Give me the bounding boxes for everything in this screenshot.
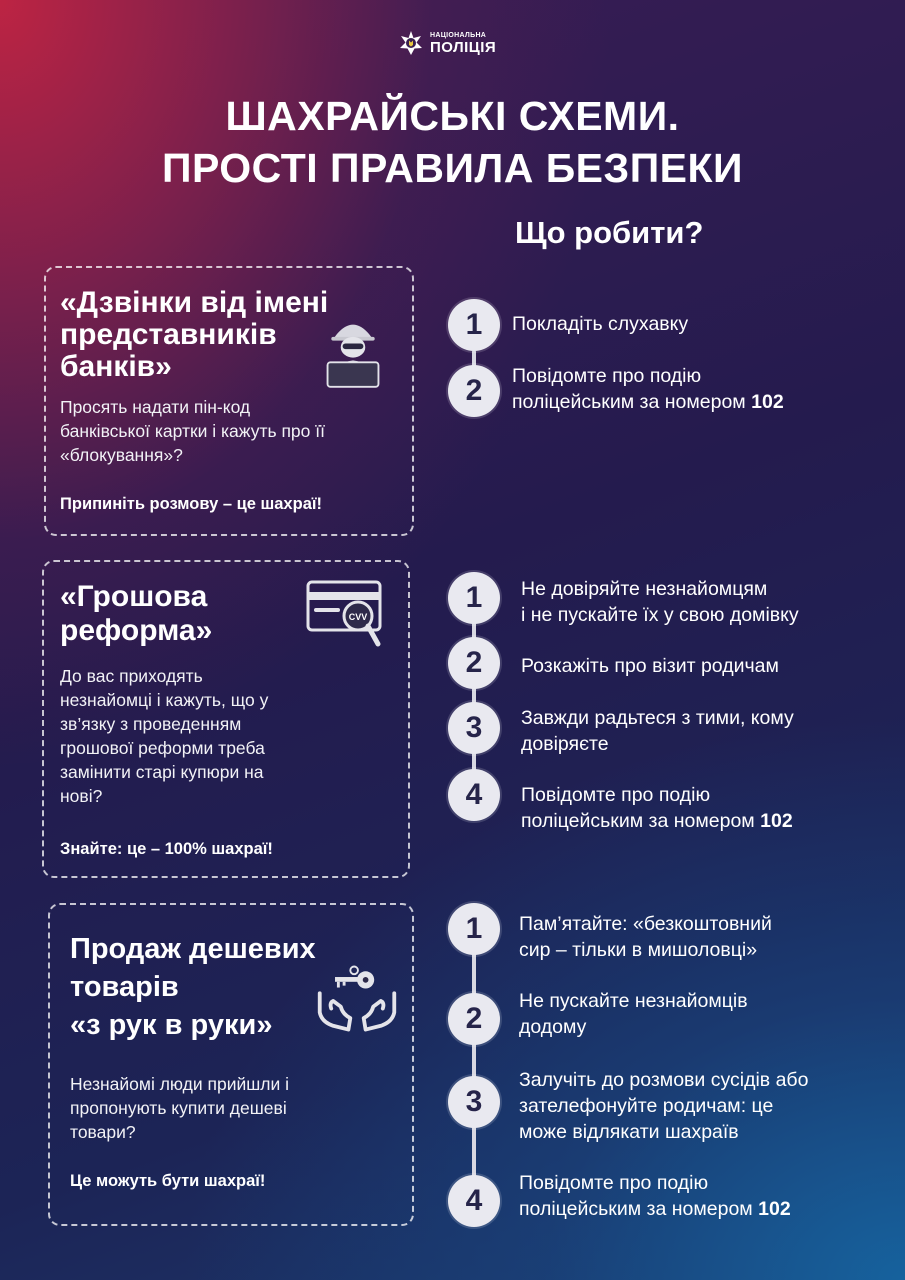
card-title-line: Продаж дешевих [70,933,316,965]
card-text-line: незнайомці і кажуть, що у [60,690,269,710]
police-logo [398,30,496,56]
card-text-line: «блокування»? [60,445,183,465]
step-number-badge: 4 [448,769,500,821]
step-text: Повідомте про подію [519,1172,709,1194]
step-text: Розкажіть про візит родичам [521,655,779,677]
step-number-badge: 2 [448,365,500,417]
step-text: зателефонуйте родичам: це [519,1095,774,1117]
logo-line2: ПОЛІЦІЯ [430,38,497,56]
card-text-line: Просять надати пін-код [60,397,251,417]
page-title-line2: ПРОСТІ ПРАВИЛА БЕЗПЕКИ [161,145,744,191]
step-text: Завжди радьтеся з тими, кому [521,707,794,729]
card-title-line: «Грошова [60,580,208,613]
step-text: довіряєте [521,733,609,755]
card-text-line: Незнайомі люди прийшли і [70,1074,290,1094]
steps-connector [472,930,476,1202]
step-text-line2: поліцейським за номером 102 [512,391,784,413]
hands-keys-icon [314,964,400,1034]
police-phone-number: 102 [751,391,784,413]
step-number-badge: 4 [448,1175,500,1227]
step-number-badge: 2 [448,637,500,689]
step-text: сир – тільки в мишоловці» [519,939,758,961]
logo-line1: НАЦІОНАЛЬНА [430,31,487,39]
card-warning: Припиніть розмову – це шахраї! [60,495,323,513]
card-cvv-magnifier-icon [306,578,386,650]
step-text: Пам’ятайте: «безкоштовний [519,913,772,935]
step-text: і не пускайте їх у свою домівку [521,604,799,626]
card-text-line: банківської картки і кажуть про її [60,421,325,441]
step-text: Залучіть до розмови сусідів або [519,1069,809,1091]
page-title-line1: ШАХРАЙСЬКІ СХЕМИ. [225,93,680,139]
card-warning: Це можуть бути шахраї! [70,1172,266,1190]
what-to-do-heading: Що робити? [515,215,704,250]
step-text: додому [519,1016,587,1038]
step-text: може відлякати шахраїв [519,1121,739,1143]
card-title-line: реформа» [60,614,213,647]
step-text: Не пускайте незнайомців [519,990,748,1012]
police-phone-number: 102 [758,1198,791,1220]
card-text-line: грошової реформи треба [60,738,265,758]
svg-text:CVV: CVV [348,612,368,622]
card-title-line: товарів [70,971,179,1003]
step-number-badge: 2 [448,993,500,1045]
step-text: Повідомте про подію [521,784,711,806]
step-number-badge: 1 [448,903,500,955]
hacker-laptop-icon [320,312,386,390]
step-number-badge: 3 [448,702,500,754]
card-text-line: пропонують купити дешеві [70,1098,287,1118]
card-text-line: зв’язку з проведенням [60,714,242,734]
step-text: Покладіть слухавку [512,313,689,335]
card-text-line: замінити старі купюри на [60,762,264,782]
step-text-line2: поліцейським за номером 102 [521,810,793,832]
card-text-line: нові? [60,786,103,806]
card-title-line: «з рук в руки» [70,1009,273,1041]
card-text-line: товари? [70,1122,136,1142]
police-phone-number: 102 [760,810,793,832]
card-title-line: банків» [60,350,172,383]
step-number-badge: 3 [448,1076,500,1128]
police-star-icon [398,30,424,56]
step-number-badge: 1 [448,572,500,624]
step-number-badge: 1 [448,299,500,351]
step-text-line2: поліцейським за номером 102 [519,1198,791,1220]
step-text: Не довіряйте незнайомцям [521,578,768,600]
steps-connector [472,600,476,795]
card-text-line: До вас приходять [60,666,203,686]
step-text: Повідомте про подію [512,365,702,387]
card-title-line: представників [60,318,277,351]
card-warning: Знайте: це – 100% шахраї! [60,840,273,858]
card-title-line: «Дзвінки від імені [60,286,329,319]
